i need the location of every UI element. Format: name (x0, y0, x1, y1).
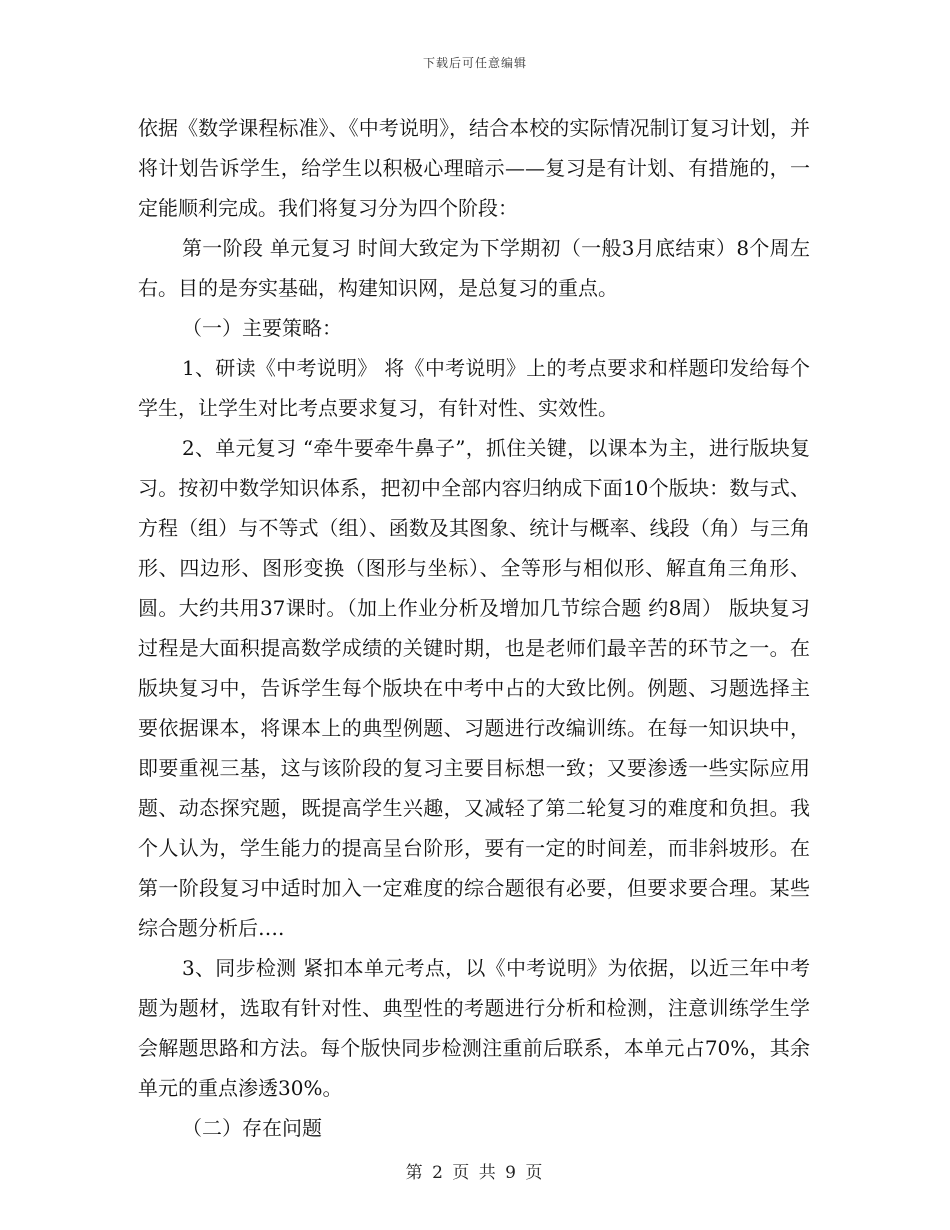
document-body (138, 108, 810, 1148)
paragraph-strategy-1: 1、研读《中考说明》 将《中考说明》上的考点要求和样题印发给每个学生，让学生对比考点要求复习，有针对性、实效性。 (138, 356, 810, 420)
paragraph-intro: 依据《数学课程标准》、《中考说明》，结合本校的实际情况制订复习计划，并将计划告诉学生，给学生以积极心理暗示——复习是有计划、有措施的，一定能顺利完成。我们将复习分为四个阶段： (138, 116, 810, 220)
paragraph-main-strategy-heading: （一）主要策略： (182, 316, 342, 340)
paragraph-strategy-3: 3、同步检测 紧扣本单元考点，以《中考说明》为依据，以近三年中考题为题材，选取有针对性、典型性的考题进行分析和检测，注意训练学生学会解题思路和方法。每个版快同步检测注重前后联系，本单元占70%，其余单元的重点渗透30%。 (138, 956, 810, 1100)
paragraph-stage-one: 第一阶段 单元复习 时间大致定为下学期初（一般3月底结束）8个周左右。目的是夯实基础，构建知识网，是总复习的重点。 (138, 236, 810, 300)
page-header-note: 下载后可任意编辑 (422, 56, 527, 70)
paragraph-strategy-2: 2、单元复习 “牵牛要牵牛鼻子”，抓住关键，以课本为主，进行版块复习。按初中数学知识体系，把初中全部内容归纳成下面10个版块：数与式、方程（组）与不等式（组）、函数及其图象、统计与概率、线段（角）与三角形、四边形、图形变换（图形与坐标）、全等形与相似形、解直角三角形、圆。大约共用37课时。（加上作业分析及增加几节综合题 约8周） 版块复习过程是大面积提高数学成绩的关键时期，也是老师们最辛苦的环节之一。在版块复习中，告诉学生每个版块在中考中占的大致比例。例题、习题选择主要依据课本，将课本上的典型例题、习题进行改编训练。在每一知识块中，即要重视三基，这与该阶段的复习主要目标想一致；又要渗透一些实际应用题、动态探究题，既提高学生兴趣，又减轻了第二轮复习的难度和负担。我个人认为，学生能力的提高呈台阶形，要有一定的时间差，而非斜坡形。在第一阶段复习中适时加入一定难度的综合题很有必要，但要求要合理。某些综合题分析后…. (138, 436, 810, 940)
paragraph-issues-heading: （二）存在问题 (182, 1116, 322, 1140)
page-number-footer: 第 2 页 共 9 页 (405, 1163, 545, 1183)
